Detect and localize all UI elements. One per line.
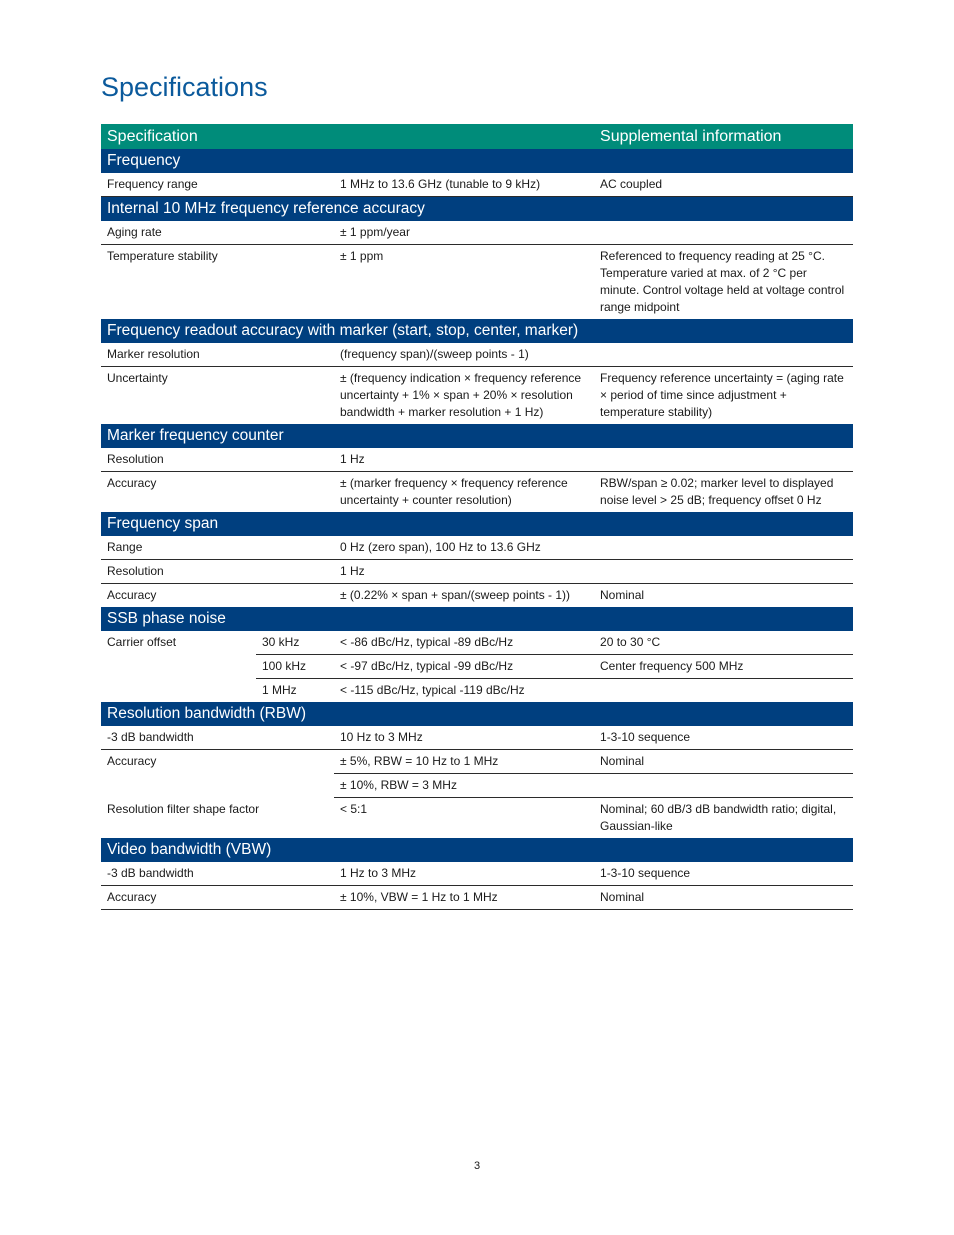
row-label: Resolution <box>101 560 334 584</box>
row-label: Range <box>101 536 334 560</box>
row-note: Referenced to frequency reading at 25 °C. Temperature varied at max. of 2 °C per minute. Control voltage held at voltage control range midpoint <box>600 249 845 314</box>
table-row <box>101 862 853 886</box>
table-row <box>101 448 853 472</box>
offset-cell: 30 kHz <box>256 631 334 655</box>
table-row <box>101 798 853 839</box>
header-supplemental: Supplemental information <box>594 124 853 149</box>
table-row <box>101 221 853 245</box>
header-specification: Specification <box>101 124 594 149</box>
table-row <box>101 343 853 367</box>
row-note <box>594 774 853 798</box>
row-note <box>594 560 853 584</box>
section-title: SSB phase noise <box>101 607 853 631</box>
row-value: ± (0.22% × span + span/(sweep points - 1)) <box>340 588 571 602</box>
row-value: < -115 dBc/Hz, typical -119 dBc/Hz <box>340 683 525 697</box>
section-header-readout <box>101 319 853 343</box>
row-value: ± (frequency indication × frequency reference uncertainty + 1% × span + 20% × resolution bandwidth + marker resolution + 1 Hz) <box>340 371 582 419</box>
table-row <box>101 536 853 560</box>
row-value: ± 5%, RBW = 10 Hz to 1 MHz <box>334 750 594 774</box>
row-label: Accuracy <box>107 754 157 768</box>
section-title: Video bandwidth (VBW) <box>101 838 853 862</box>
row-note: RBW/span ≥ 0.02; marker level to displayed noise level > 25 dB; frequency offset 0 Hz <box>600 476 834 507</box>
row-note <box>594 536 853 560</box>
row-label: Carrier offset <box>107 635 177 649</box>
row-label: Uncertainty <box>107 371 168 385</box>
section-header-phase-noise <box>101 607 853 631</box>
table-row <box>101 584 853 608</box>
table-row <box>101 560 853 584</box>
offset-cell: 1 MHz <box>262 683 297 697</box>
section-title: Internal 10 MHz frequency reference accuracy <box>101 197 853 222</box>
row-value: 10 Hz to 3 MHz <box>334 726 594 750</box>
row-value: < 5:1 <box>340 802 368 816</box>
row-value: 1 Hz <box>334 448 594 472</box>
table-row <box>101 750 853 774</box>
row-note: Center frequency 500 MHz <box>594 655 853 679</box>
row-label: Resolution <box>101 448 334 472</box>
page-number: 3 <box>473 1160 481 1172</box>
row-label: Frequency range <box>101 173 334 197</box>
section-title: Resolution bandwidth (RBW) <box>101 702 853 726</box>
section-title: Frequency <box>101 149 853 173</box>
page-title: Specifications <box>101 72 268 102</box>
section-header-vbw <box>101 838 853 862</box>
row-note <box>594 679 853 703</box>
row-note <box>594 448 853 472</box>
section-header-rbw <box>101 702 853 726</box>
table-row <box>101 367 853 425</box>
row-label: Marker resolution <box>101 343 334 367</box>
row-label: Accuracy <box>101 886 334 910</box>
row-value: < -86 dBc/Hz, typical -89 dBc/Hz <box>334 631 594 655</box>
row-note: 1-3-10 sequence <box>594 862 853 886</box>
row-note: Nominal <box>594 750 853 774</box>
row-label: Aging rate <box>101 221 334 245</box>
row-note: Nominal <box>600 588 645 602</box>
table-row <box>101 472 853 513</box>
row-note: AC coupled <box>594 173 853 197</box>
row-label: -3 dB bandwidth <box>101 726 334 750</box>
row-note <box>594 343 853 367</box>
row-value: 0 Hz (zero span), 100 Hz to 13.6 GHz <box>334 536 594 560</box>
row-note <box>594 221 853 245</box>
table-row <box>101 726 853 750</box>
row-label: Accuracy <box>107 476 157 490</box>
row-value: 1 Hz to 3 MHz <box>334 862 594 886</box>
section-header-reference <box>101 197 853 222</box>
section-header-span <box>101 512 853 536</box>
row-value: (frequency span)/(sweep points - 1) <box>334 343 594 367</box>
row-label: Temperature stability <box>107 249 218 263</box>
row-note: Nominal; 60 dB/3 dB bandwidth ratio; digital, Gaussian-like <box>600 802 837 833</box>
row-value: ± 10%, VBW = 1 Hz to 1 MHz <box>334 886 594 910</box>
row-label: -3 dB bandwidth <box>101 862 334 886</box>
section-title: Frequency readout accuracy with marker (start, stop, center, marker) <box>101 319 853 343</box>
row-note: 20 to 30 °C <box>594 631 853 655</box>
table-row <box>101 173 853 197</box>
row-note: Nominal <box>594 886 853 910</box>
row-value: 1 MHz to 13.6 GHz (tunable to 9 kHz) <box>334 173 594 197</box>
row-value: ± 1 ppm/year <box>334 221 594 245</box>
section-title: Frequency span <box>101 512 853 536</box>
table-row <box>101 245 853 320</box>
row-value: 1 Hz <box>334 560 594 584</box>
offset-cell: 100 kHz <box>256 655 334 679</box>
row-label: Resolution filter shape factor <box>107 801 260 816</box>
table-header-row <box>101 124 853 149</box>
section-header-frequency <box>101 149 853 173</box>
section-title: Marker frequency counter <box>101 424 853 448</box>
row-value: ± 1 ppm <box>340 249 384 263</box>
row-value: ± 10%, RBW = 3 MHz <box>334 774 594 798</box>
table-row <box>101 886 853 910</box>
row-value: < -97 dBc/Hz, typical -99 dBc/Hz <box>334 655 594 679</box>
row-label: Accuracy <box>107 588 157 602</box>
row-note: Frequency reference uncertainty = (aging rate × period of time since adjustment + temperature stability) <box>600 371 844 419</box>
section-header-counter <box>101 424 853 448</box>
row-note: 1-3-10 sequence <box>594 726 853 750</box>
row-value: ± (marker frequency × frequency reference uncertainty + counter resolution) <box>340 476 568 507</box>
specifications-table <box>101 124 853 910</box>
table-row <box>101 631 853 655</box>
